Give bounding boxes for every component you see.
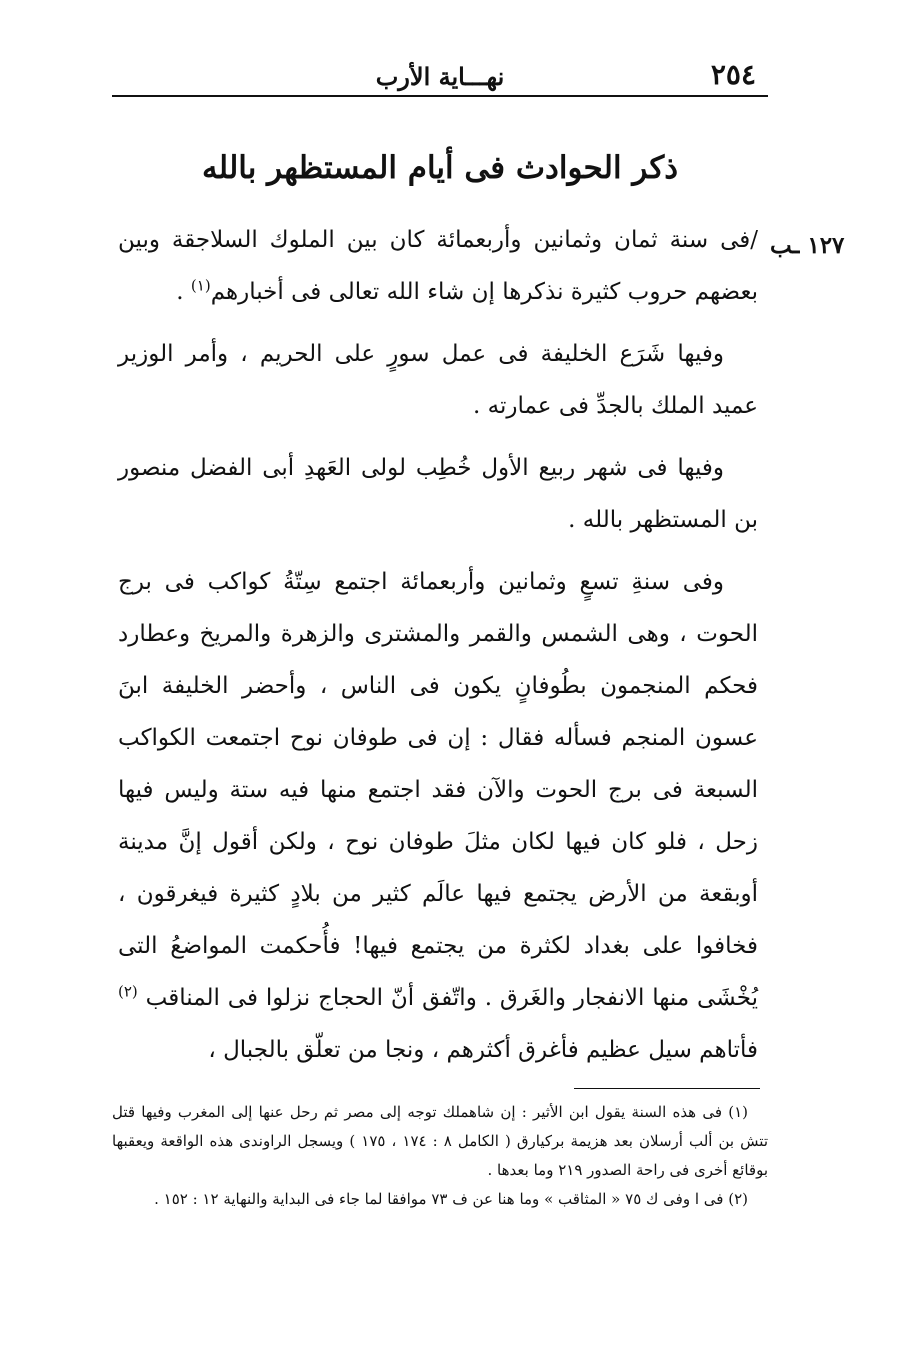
paragraph: وفى سنةِ تسعٍ وثمانين وأربعمائة اجتمع سِتّةُ كواكب فى برج الحوت ، وهى الشمس والقمر والمشترى والزهرة والمريخ وعطارد فحكم المنجمون بطُوفانٍ يكون فى الناس ، وأحضر الخليفة ابنَ عسون المنجم فسأله فقال : إن فى طوفان نوح اجتمعت الكواكب السبعة فى برج الحوت والآن فقد اجتمع منها فيه ستة وليس فيها زحل ، فلو كان فيها لكان مثلَ طوفان نوح ، ولكن أقول إنَّ مدينة أوبقعة من الأرض يجتمع فيها عالَم كثير من بلادٍ كثيرة فيغرقون ، فخافوا على بغداد لكثرة من يجتمع فيها! فأُحكمت المواضعُ التى يُخْشَى منها الانفجار والغَرق . واتّفق أنّ الحجاج نزلوا فى المناقب $^{(٢)}$ فأتاهم سيل عظيم فأغرق أكثرهم ، ونجا من تعلّق بالجبال ، [118, 569, 758, 1063]
running-title: نهـــاية الأرب [375, 62, 505, 91]
body-text [118, 214, 758, 1086]
chapter-title: ذكر الحوادث فى أيام المستظهر بالله [201, 150, 679, 186]
footnote-marker: (١) [190, 276, 211, 295]
footnote: (٢) فى ا وفى ك ٧٥ « المثاقب » وما هنا عن ف ٧٣ موافقا لما جاء فى البداية والنهاية ١٢ : ١٥٢ . [154, 1190, 748, 1208]
manuscript-margin-reference: ١٢٧ ـب [770, 232, 845, 259]
page-number: ٢٥٤ [710, 58, 756, 91]
footnotes [112, 1098, 768, 1214]
footnote: (١) فى هذه السنة يقول ابن الأثير : إن شاهملك توجه إلى مصر ثم رحل عنها إلى المغرب وفيها قتل تتش بن ألب أرسلان بعد هزيمة بركيارق ( الكامل ٨ : ١٧٤ ، ١٧٥ ) ويسجل الراوندى هذه الواقعة ويعقبها بوقائع أخرى فى راحة الصدور ٢١٩ وما بعدها . [112, 1103, 768, 1179]
paragraph: وفيها فى شهر ربيع الأول خُطِب لولى العَهدِ أبى الفضل منصور بن المستظهر بالله . [118, 455, 758, 533]
footnote-rule [574, 1088, 760, 1089]
header-rule [112, 95, 768, 97]
paragraph: /فى سنة ثمان وثمانين وأربعمائة كان بين الملوك السلاجقة وبين بعضهم حروب كثيرة نذكرها إن شاء الله تعالى فى أخبارهم$^{(١)}$ . [118, 227, 758, 305]
paragraph: وفيها شَرَع الخليفة فى عمل سورٍ على الحريم ، وأمر الوزير عميد الملك بالجدِّ فى عمارته . [118, 341, 758, 419]
footnote-marker: (٢) [118, 982, 138, 1001]
page-header [112, 56, 768, 94]
